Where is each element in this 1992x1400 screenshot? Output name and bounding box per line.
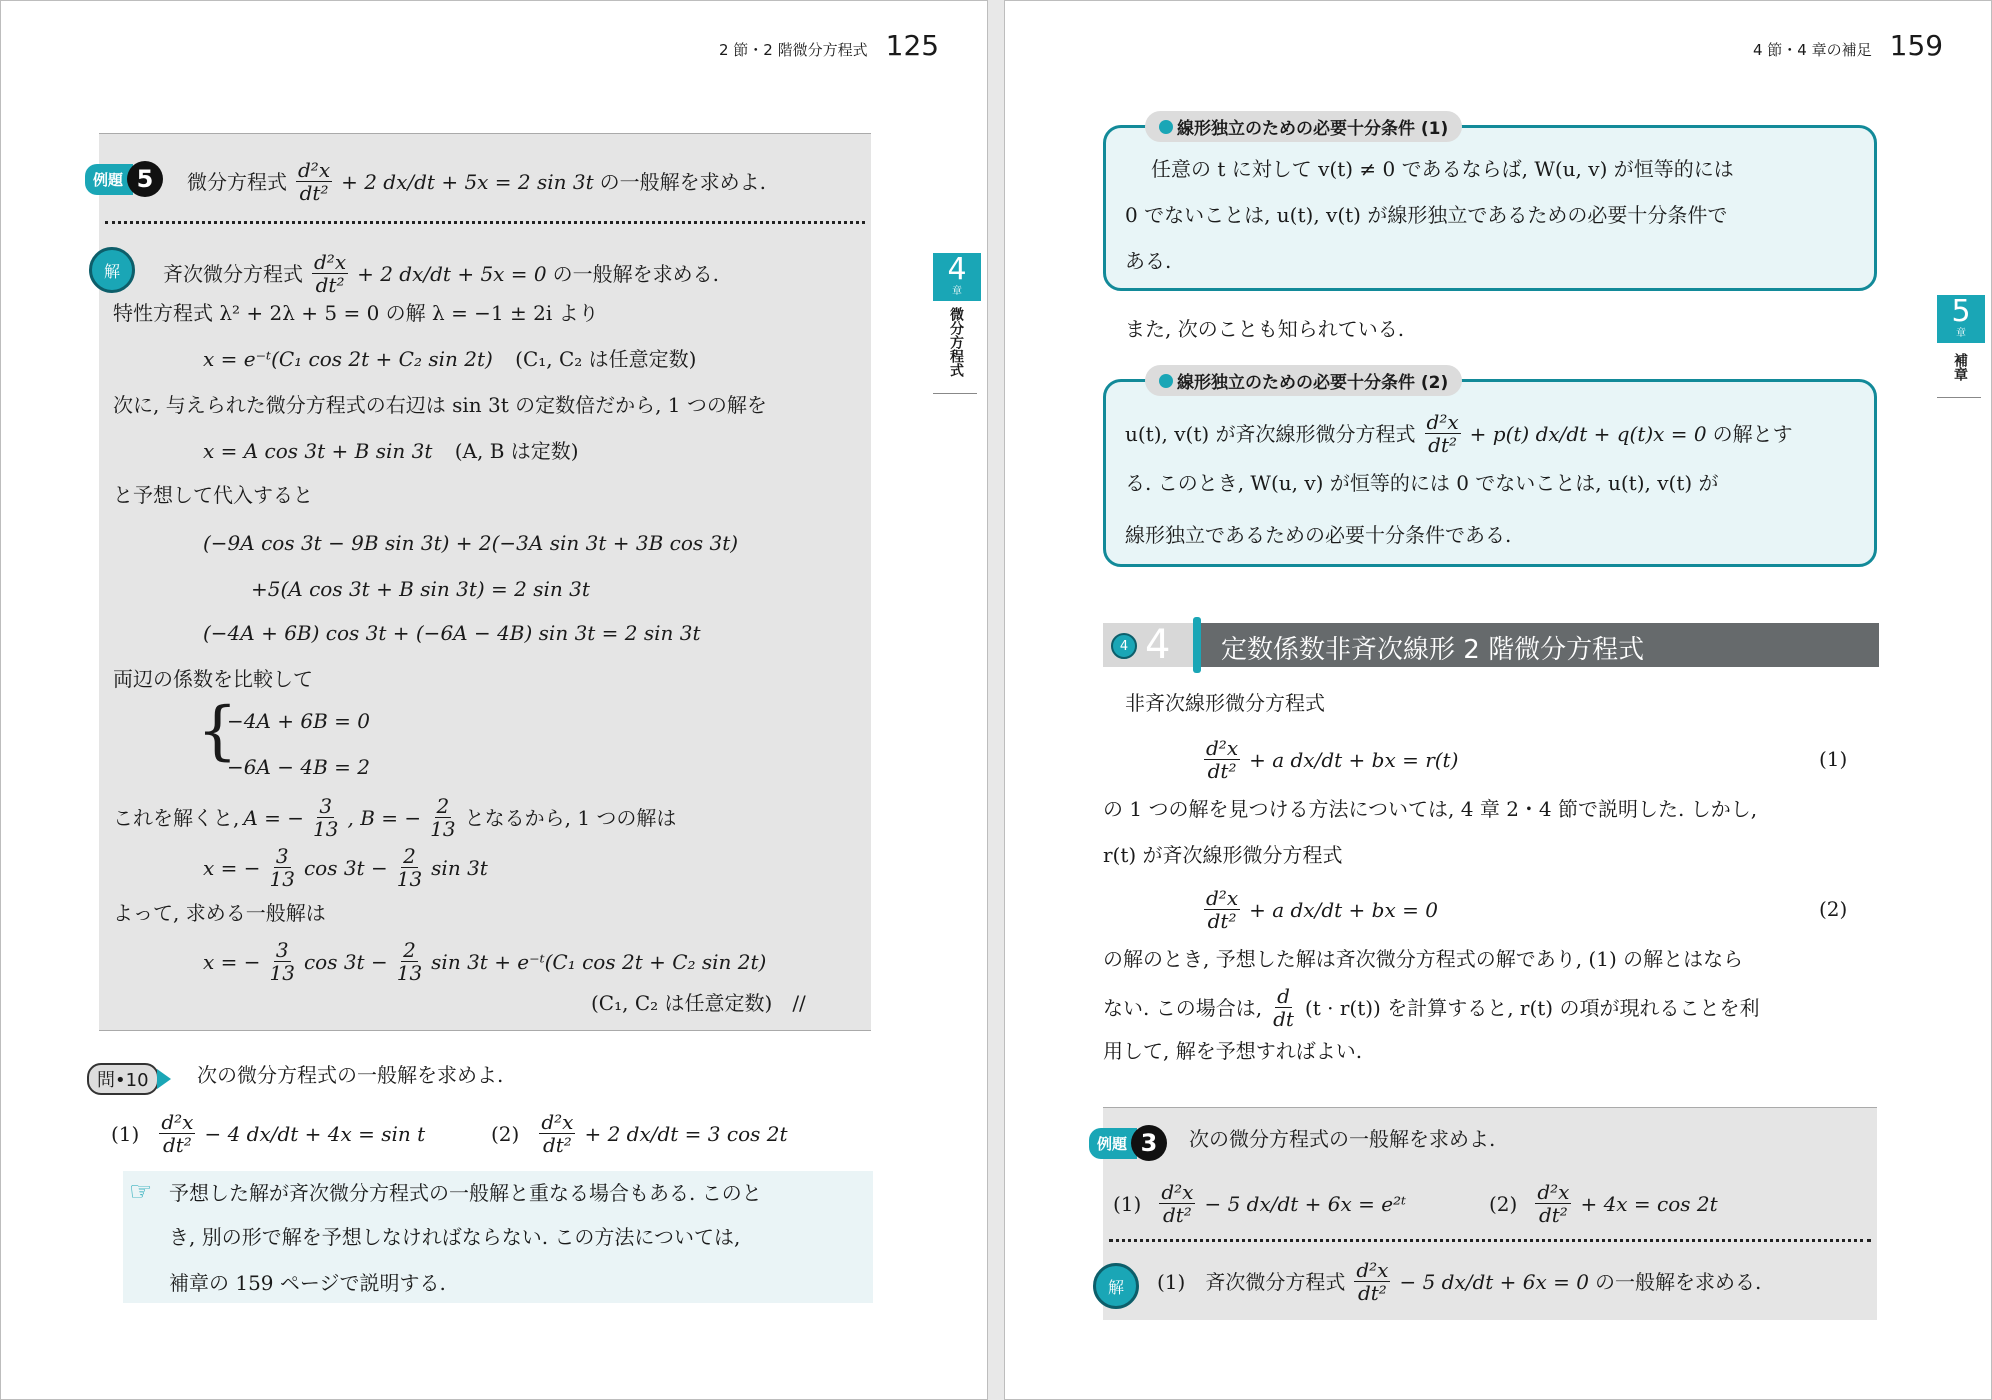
frac-den: dt² — [162, 1133, 192, 1157]
question-part-2-label: (2) — [491, 1121, 520, 1146]
frac-num: 2 — [403, 844, 416, 868]
frac-num: 3 — [319, 794, 333, 818]
example-3-solution-pre: (1) 斉次微分方程式 — [1157, 1269, 1346, 1294]
solution-line-3-note: (C₁, C₂ は任意定数) — [515, 347, 697, 371]
theorem-box-2-line-1-eq: + p(t) dx/dt + q(t)x = 0 — [1469, 421, 1707, 446]
theorem-box-1-title-text: 線形独立のための必要十分条件 (1) — [1177, 119, 1449, 139]
example-3-part-1-eq: − 5 dx/dt + 6x = e²ᵗ — [1204, 1191, 1407, 1216]
body-eq-2-number: (2) — [1819, 897, 1848, 921]
body-equation-2 — [1201, 887, 1438, 932]
frac-den: 13 — [396, 867, 423, 891]
solution-line-7: (−9A cos 3t − 9B sin 3t) + 2(−3A sin 3t + 3B cos 3t) — [203, 531, 739, 555]
solution-badge: 解 — [89, 247, 135, 293]
dotted-divider — [105, 221, 865, 224]
question-10-part-2 — [491, 1111, 788, 1156]
body-para-5-pre: ない. この場合は, — [1103, 995, 1263, 1020]
example-3-part-2-label: (2) — [1489, 1191, 1518, 1216]
body-eq-1: + a dx/dt + bx = r(t) — [1249, 747, 1459, 772]
frac-num: 3 — [275, 844, 289, 868]
right-chapter-tab[interactable] — [1937, 295, 1985, 343]
example-5-badge — [85, 161, 163, 197]
frac-num: d²x — [1537, 1180, 1570, 1204]
frac-num: d — [1277, 984, 1290, 1008]
example-5-prompt — [187, 159, 766, 204]
solution-line-2: 特性方程式 λ² + 2λ + 5 = 0 の解 λ = −1 ± 2i より — [113, 301, 599, 325]
left-header-section: 2 節・2 階微分方程式 — [719, 41, 868, 59]
mid-text: また, 次のことも知られている. — [1125, 317, 1405, 341]
theorem-box-2-title — [1145, 365, 1462, 396]
frac-den: dt² — [299, 181, 329, 205]
body-para-3: r(t) が斉次線形微分方程式 — [1103, 843, 1343, 867]
solution-line-5 — [203, 439, 579, 463]
right-chapter-number: 5 — [1951, 294, 1971, 329]
solution-line-11-pre: これを解くと, — [113, 805, 240, 830]
frac-num: d²x — [298, 158, 331, 182]
left-page — [0, 0, 988, 1400]
question-10-part-1 — [111, 1111, 425, 1156]
theorem-box-1-line-1: 任意の t に対して v(t) ≠ 0 であるならば, W(u, v) が恒等的には — [1151, 157, 1734, 181]
right-chapter-label: 補章 — [1952, 353, 1968, 381]
theorem-box-2-line-1-post: の解とす — [1712, 421, 1793, 446]
left-chapter-unit: 章 — [952, 286, 962, 297]
body-para-5-post: (t · r(t)) を計算すると, r(t) の項が現れることを利 — [1304, 995, 1760, 1020]
question-part-2-eq: + 2 dx/dt = 3 cos 2t — [584, 1121, 788, 1146]
solution-line-12 — [203, 845, 488, 890]
body-para-5 — [1103, 985, 1759, 1030]
solution-line-1-pre: 斉次微分方程式 — [163, 261, 303, 286]
body-para-1: 非斉次線形微分方程式 — [1125, 691, 1325, 715]
solution-line-8: +5(A cos 3t + B sin 3t) = 2 sin 3t — [251, 577, 590, 601]
example-5-prompt-post: の一般解を求めよ. — [599, 169, 767, 194]
solution-line-9: (−4A + 6B) cos 3t + (−6A − 4B) sin 3t = 2 sin 3t — [203, 621, 701, 645]
question-10-label: 問•10 — [87, 1063, 159, 1095]
example-5-prompt-pre: 微分方程式 — [187, 169, 287, 194]
body-equation-1 — [1201, 737, 1458, 782]
solution-line-14 — [203, 939, 766, 984]
frac-den: dt² — [1207, 909, 1237, 933]
solution-line-12-c: sin 3t — [431, 855, 488, 880]
solution-line-13: よって, 求める一般解は — [113, 901, 326, 925]
solution-line-11-b: , B = − — [347, 805, 422, 830]
body-eq-2: + a dx/dt + bx = 0 — [1249, 897, 1438, 922]
solution-line-10: 両辺の係数を比較して — [113, 667, 313, 691]
theorem-box-2-title-text: 線形独立のための必要十分条件 (2) — [1177, 373, 1449, 393]
left-chapter-tab[interactable] — [933, 253, 981, 301]
solution-line-1-eq: + 2 dx/dt + 5x = 0 — [357, 261, 547, 286]
solution-badge: 解 — [1093, 1263, 1139, 1309]
solution-line-15: (C₁, C₂ は任意定数) // — [591, 991, 806, 1015]
solution-line-3-eq: x = e⁻ᵗ(C₁ cos 2t + C₂ sin 2t) — [203, 347, 493, 371]
frac-den: dt² — [1428, 433, 1458, 457]
theorem-box-2-line-2: る. このとき, W(u, v) が恒等的には 0 でないことは, u(t), v(t) が — [1125, 471, 1719, 495]
frac-den: 13 — [269, 867, 295, 891]
example-tag: 例題 — [1089, 1128, 1137, 1159]
frac-den: dt² — [1357, 1281, 1387, 1305]
section-accent-bar — [1193, 617, 1201, 673]
frac-num: d²x — [161, 1110, 194, 1134]
question-part-1-eq: − 4 dx/dt + 4x = sin t — [204, 1121, 426, 1146]
frac-num: 3 — [275, 938, 289, 962]
left-chapter-line — [933, 393, 977, 394]
theorem-box-1-title — [1145, 111, 1462, 142]
theorem-box-1-line-2: 0 でないことは, u(t), v(t) が線形独立であるための必要十分条件で — [1125, 203, 1728, 227]
left-page-number: 125 — [885, 29, 940, 62]
solution-line-6: と予想して代入すると — [113, 483, 313, 507]
frac-den: dt² — [1207, 759, 1237, 783]
example-3-part-2-eq: + 4x = cos 2t — [1580, 1191, 1718, 1216]
right-chapter-line — [1937, 397, 1981, 398]
frac-den: dt² — [1538, 1203, 1568, 1227]
frac-num: d²x — [314, 250, 347, 274]
page-gutter — [988, 0, 1004, 1400]
example-5-equation: + 2 dx/dt + 5x = 2 sin 3t — [341, 169, 594, 194]
theorem-box-2-line-1-pre: u(t), v(t) が斉次線形微分方程式 — [1125, 421, 1416, 446]
example-3-solution-eq: − 5 dx/dt + 6x = 0 — [1399, 1269, 1589, 1294]
section-title: 定数係数非斉次線形 2 階微分方程式 — [1221, 635, 1645, 665]
pointing-hand-icon: ☞ — [129, 1177, 153, 1207]
body-para-6: 用して, 解を予想すればよい. — [1103, 1039, 1363, 1063]
note-line-2: き, 別の形で解を予想しなければならない. この方法については, — [169, 1225, 741, 1249]
right-page — [1004, 0, 1992, 1400]
right-header-section: 4 節・4 章の補足 — [1753, 41, 1872, 59]
example-3-solution-line — [1157, 1259, 1761, 1304]
frac-den: dt² — [542, 1133, 572, 1157]
solution-line-14-c: sin 3t + e⁻ᵗ(C₁ cos 2t + C₂ sin 2t) — [431, 949, 767, 974]
example-3-solution-post: の一般解を求める. — [1594, 1269, 1762, 1294]
example-3-prompt: 次の微分方程式の一般解を求めよ. — [1189, 1127, 1496, 1151]
solution-line-5-eq: x = A cos 3t + B sin 3t — [203, 439, 433, 463]
section-icon: 4 — [1111, 633, 1137, 659]
example-3-part-2 — [1489, 1181, 1718, 1226]
frac-den: dt² — [315, 273, 345, 297]
example-number: 3 — [1131, 1125, 1167, 1161]
example-3-part-1 — [1113, 1181, 1406, 1226]
note-line-1: 予想した解が斉次微分方程式の一般解と重なる場合もある. このと — [169, 1181, 762, 1205]
solution-line-12-a: x = − — [203, 855, 261, 880]
right-page-number: 159 — [1889, 29, 1944, 62]
frac-den: 13 — [430, 817, 456, 841]
frac-num: 2 — [436, 794, 450, 818]
arrow-icon — [157, 1069, 171, 1089]
left-header — [719, 29, 939, 62]
system-eq-2: −6A − 4B = 2 — [227, 755, 371, 779]
frac-num: d²x — [1161, 1180, 1194, 1204]
bullet-dot-icon — [1159, 120, 1173, 134]
section-number: 4 — [1145, 622, 1171, 668]
body-para-2: の 1 つの解を見つける方法については, 4 章 2・4 節で説明した. しかし, — [1103, 797, 1758, 821]
bullet-dot-icon — [1159, 374, 1173, 388]
note-line-3: 補章の 159 ページで説明する. — [169, 1271, 446, 1295]
solution-line-11-post: となるから, 1 つの解は — [464, 805, 677, 830]
theorem-box-1-line-3: ある. — [1125, 249, 1172, 273]
system-eq-1: −4A + 6B = 0 — [227, 709, 371, 733]
theorem-box-2-line-1 — [1125, 411, 1793, 456]
question-10-prompt: 次の微分方程式の一般解を求めよ. — [197, 1063, 504, 1087]
example-number: 5 — [127, 161, 163, 197]
left-chapter-label: 微分方程式 — [948, 307, 964, 377]
frac-den: dt² — [1162, 1203, 1192, 1227]
frac-num: d²x — [1426, 410, 1459, 434]
frac-num: d²x — [1206, 886, 1239, 910]
system-brace: { — [197, 694, 238, 768]
frac-den: 13 — [396, 961, 423, 985]
solution-line-11-a: A = − — [243, 805, 305, 830]
solution-line-11 — [113, 795, 676, 840]
solution-line-5-note: (A, B は定数) — [454, 439, 579, 463]
example-tag: 例題 — [85, 164, 133, 195]
question-part-1-label: (1) — [111, 1121, 140, 1146]
dotted-divider — [1109, 1239, 1871, 1242]
left-chapter-number: 4 — [947, 252, 967, 287]
solution-line-1 — [163, 251, 719, 296]
solution-line-1-post: の一般解を求める. — [552, 261, 719, 286]
body-eq-1-number: (1) — [1819, 747, 1848, 771]
theorem-box-2-line-3: 線形独立であるための必要十分条件である. — [1125, 523, 1512, 547]
solution-line-14-b: cos 3t − — [303, 949, 388, 974]
frac-den: 13 — [269, 961, 295, 985]
solution-line-3 — [203, 347, 696, 371]
right-chapter-unit: 章 — [1956, 328, 1966, 339]
example-3-badge — [1089, 1125, 1167, 1161]
frac-num: d²x — [1206, 736, 1239, 760]
solution-line-4: 次に, 与えられた微分方程式の右辺は sin 3t の定数倍だから, 1 つの解を — [113, 393, 767, 417]
frac-num: 2 — [403, 938, 416, 962]
question-10-badge — [87, 1063, 171, 1095]
frac-den: dt — [1273, 1007, 1294, 1031]
body-para-4: の解のとき, 予想した解は斉次微分方程式の解であり, (1) の解とはなら — [1103, 947, 1744, 971]
frac-num: d²x — [1356, 1258, 1389, 1282]
solution-line-12-b: cos 3t − — [303, 855, 388, 880]
solution-line-14-a: x = − — [203, 949, 261, 974]
example-3-part-1-label: (1) — [1113, 1191, 1142, 1216]
frac-den: 13 — [313, 817, 339, 841]
right-header — [1753, 29, 1943, 62]
frac-num: d²x — [541, 1110, 574, 1134]
